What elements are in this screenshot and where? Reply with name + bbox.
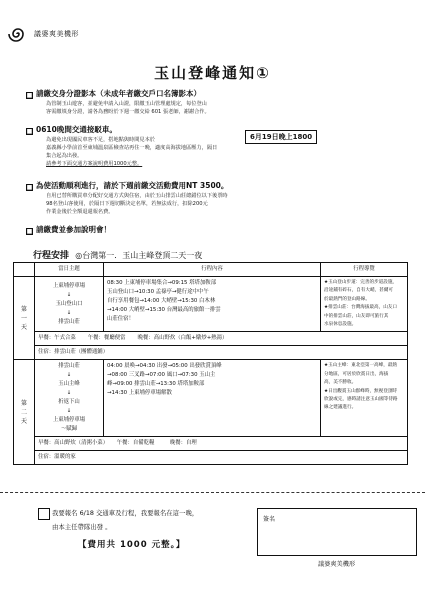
day-feature: ★玉山登山步道：完善的步道設施， 沿途鋪有碎石，自有大峭，甚爾可 於最熱門的登山路線。 ★排雲山莊：台灣海拔最高，山友口 中的排雲山莊，山友即可旅行其 水泉休息設施。 (321, 277, 408, 332)
signup-checkbox[interactable] (38, 508, 50, 520)
signature-label: 簽名 (263, 516, 276, 523)
fee-text: 【費用共 1000 元整。】 (78, 540, 186, 550)
bullet-icon: ■ (26, 228, 33, 235)
table-header-row (14, 263, 408, 277)
day-theme: 上東埔停車場 ↓ 玉山登山口 ↓ 排雲山莊 (35, 277, 104, 332)
table-row (14, 360, 408, 437)
page-title: 玉山登峰通知① (154, 64, 271, 82)
column-header: 當日主題 (35, 263, 104, 277)
table-row (14, 277, 408, 332)
section-2-body: 為避免出現國民車客不足，搭地點與時間見本於 嘉義縣小學前首至東埔溫泉區檢查站再住一晚，適度高海拔地區壓力，隔日 集合起為出發。 請參考下面交通方案說明費用1000元整。 (46, 137, 218, 167)
section-1-heading: ■ 請繳交身分證影本（未成年者繳交戶口名簿影本） (26, 89, 201, 99)
org-name: 議婆爽美機形 (34, 30, 79, 38)
swirl-logo-icon (8, 24, 28, 44)
day-label: 第 二 天 (14, 360, 35, 465)
lodging-row: 住宿：排雲山莊（團體通鋪） (14, 346, 408, 360)
section-2-note: 請參考下面交通方案說明費用1000元整。 (46, 161, 143, 167)
column-header: 行程導覽 (321, 263, 408, 277)
meals-row: 早餐：午式合菜 午餐：餐廳便當 晚餐：高山野炊（白飯+燉炒+熱湯） (14, 332, 408, 346)
footer-org: 議婆爽美機形 (318, 561, 356, 568)
lodging-row: 住宿：溫暖的家 (14, 451, 408, 465)
section-3-body: 自用已替所購買車分配好交通方式與住宿，由於玉山排雲山莊總錯位以下後票時 98名登山客使用，於隔日下週切斷決定名單，若無法成行，扣除200元 作業金後於全額退還報名費。 (46, 193, 228, 215)
bullet-icon: ■ (26, 92, 33, 99)
day-feature: ★玉山主峰：東北亞第一高峰，最熱 分地區，可居於欣賞日出，海拔 高，美不勝收。 ★日出觀賞玉山群峰時，無視登頂時 欣說或完，感時請注意玉山國等待路 線之建議進行。 (321, 360, 408, 437)
schedule-heading: 行程安排 ◎台灣第一．玉山主峰登頂二天一夜 (33, 251, 203, 261)
deadline-box: 6月19日晚上1800 (245, 130, 317, 144)
day-content: 08:30 上東埔停車場集合→09:15 塔塔加鞍部 玉山登山口→10:30 孟祿亭→健行途中中午 自行享用餐包→14:00 大峭壁→15:30 白木林 →14:00 大峭壁→15:30 台灣最高的旅館一排雲 山莊住宿！ (104, 277, 321, 332)
day-content: 04:00 晨唤→04:30 出發→05:00 出發欣賞頂峰 →08:00 三叉路→07:00 風口→07:30 玉山主 峰→09:00 排雲山莊→13:30 塔塔加鞍部 →14:30 上東埔停車場解散 (104, 360, 321, 437)
reply-text: 我要報名 6/18 交通車及行程，我要報名在這一晚， 由本主任帶隊出發 。 (52, 509, 199, 531)
meals-row: 早餐：高山野炊（清粥小菜） 午餐：自備乾糧 晚餐：自理 (14, 437, 408, 451)
section-4-heading: ■ 請繳費並參加說明會！ (26, 225, 111, 235)
section-2-heading: ■ 0610晚間交通接駁車。 (26, 125, 117, 135)
bullet-icon: ■ (26, 184, 33, 191)
section-3-heading: ■ 為使活動順利進行，請於下週前繳交活動費用NT 3500。 (26, 181, 229, 191)
cut-line (0, 492, 425, 493)
day-label: 第 一 天 (14, 277, 35, 360)
day-theme: 排雲山莊 ↓ 玉山主峰 ↓ 折返下山 ↓ 上東埔停車場 ～賦歸 (35, 360, 104, 437)
section-1-body: 為管制玉山遊客，並避免申請入山證，限繳玉山管理處規定，每位登山 客需繳填身分證，請各為務盼於下週一繳交給 601 張老師，謝謝合作。 (46, 101, 210, 115)
column-header: 行程內容 (104, 263, 321, 277)
signature-box[interactable] (257, 508, 417, 556)
schedule-table (13, 262, 408, 465)
bullet-icon: ■ (26, 128, 33, 135)
